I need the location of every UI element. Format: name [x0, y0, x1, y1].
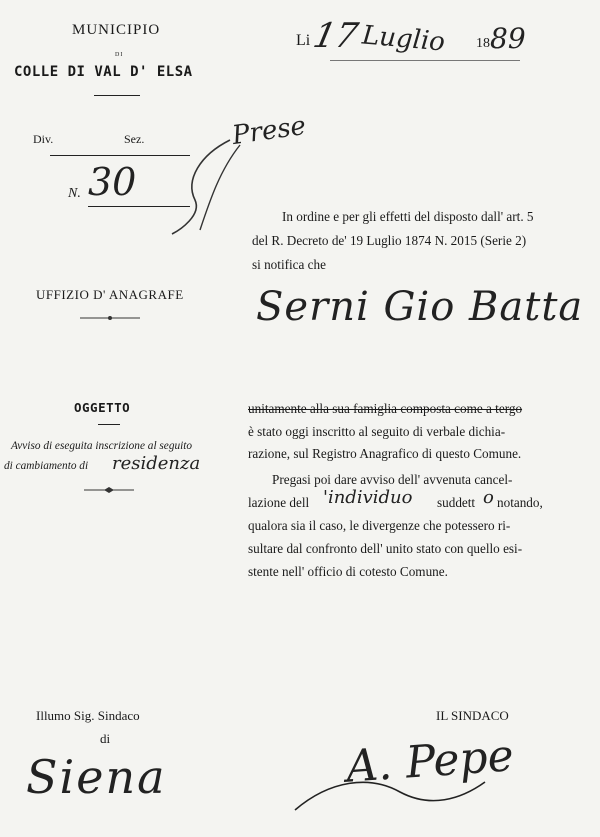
ornament-divider-2: [84, 486, 134, 494]
person-name-handwritten: Serni Gio Batta: [256, 284, 584, 330]
subject-rule: [98, 424, 120, 425]
paragraph2-line-1: Pregasi poi dare avviso dell' avvenuta cancel-: [272, 472, 513, 487]
paragraph2-line-2-mid: suddett: [437, 495, 476, 510]
signature-handwritten: A. Pepe: [344, 730, 516, 793]
date-year-handwritten: 89: [490, 22, 526, 55]
annotation-handwritten: Prese: [230, 110, 308, 152]
sez-label: Sez.: [124, 132, 145, 146]
date-month-handwritten: Luglio: [360, 20, 447, 58]
recipient-line-2: di: [100, 731, 111, 746]
n-value-handwritten: 30: [88, 160, 137, 204]
paragraph2-line-2-suffix: notando,: [497, 495, 543, 510]
paragraph2-line-2-handwritten: 'individuo: [323, 487, 413, 508]
intro-line-2: del R. Decreto de' 19 Luglio 1874 N. 2015 (Serie 2): [252, 233, 527, 248]
paragraph1-line-2: è stato oggi inscritto al seguito di verbale dichia-: [248, 424, 506, 439]
n-label: N.: [68, 186, 81, 201]
date-year-printed: 18: [476, 36, 490, 51]
municipio-label: MUNICIPIO: [72, 22, 161, 38]
date-day-handwritten: 17: [309, 16, 362, 56]
di-label: DI: [115, 52, 124, 58]
subject-line-2-prefix: di cambiamento di: [4, 460, 89, 472]
struck-line: unitamente alla sua famiglia composta come a tergo: [248, 401, 523, 416]
intro-line-1: In ordine e per gli effetti del disposto dall' art. 5: [282, 209, 534, 224]
div-label: Div.: [33, 132, 54, 146]
comune-name: COLLE DI VAL D' ELSA: [14, 64, 193, 80]
subject-line-1: Avviso di eseguita inscrizione al seguito: [11, 440, 193, 452]
signature-title: IL SINDACO: [436, 708, 509, 723]
paragraph2-line-2-prefix: lazione dell: [248, 495, 310, 510]
paragraph2-line-3: qualora sia il caso, le divergenze che potessero ri-: [248, 518, 511, 533]
date-prefix: Li: [296, 32, 311, 49]
ornament-divider: [80, 314, 140, 322]
paragraph2-line-5: stente nell' officio di cotesto Comune.: [248, 564, 448, 579]
protocol-rule: [50, 155, 190, 156]
subject-line-2-handwritten: residenza: [112, 453, 201, 474]
paragraph1-line-3: razione, sul Registro Anagrafico di questo Comune.: [248, 446, 522, 461]
header-rule: [94, 95, 140, 96]
annotation-flourish: [170, 130, 290, 240]
subject-heading: OGGETTO: [74, 400, 131, 415]
paragraph2-line-2-handwritten-2: o: [483, 487, 494, 508]
date-underline: [330, 60, 520, 61]
intro-line-3: si notifica che: [252, 257, 326, 272]
signature-flourish: [290, 770, 490, 820]
paragraph2-line-4: sultare dal confronto dell' unito stato con quello esi-: [248, 541, 523, 556]
recipient-city-handwritten: Siena: [26, 750, 167, 804]
recipient-line-1: Illumo Sig. Sindaco: [36, 708, 140, 723]
office-name: UFFIZIO D' ANAGRAFE: [36, 287, 184, 302]
